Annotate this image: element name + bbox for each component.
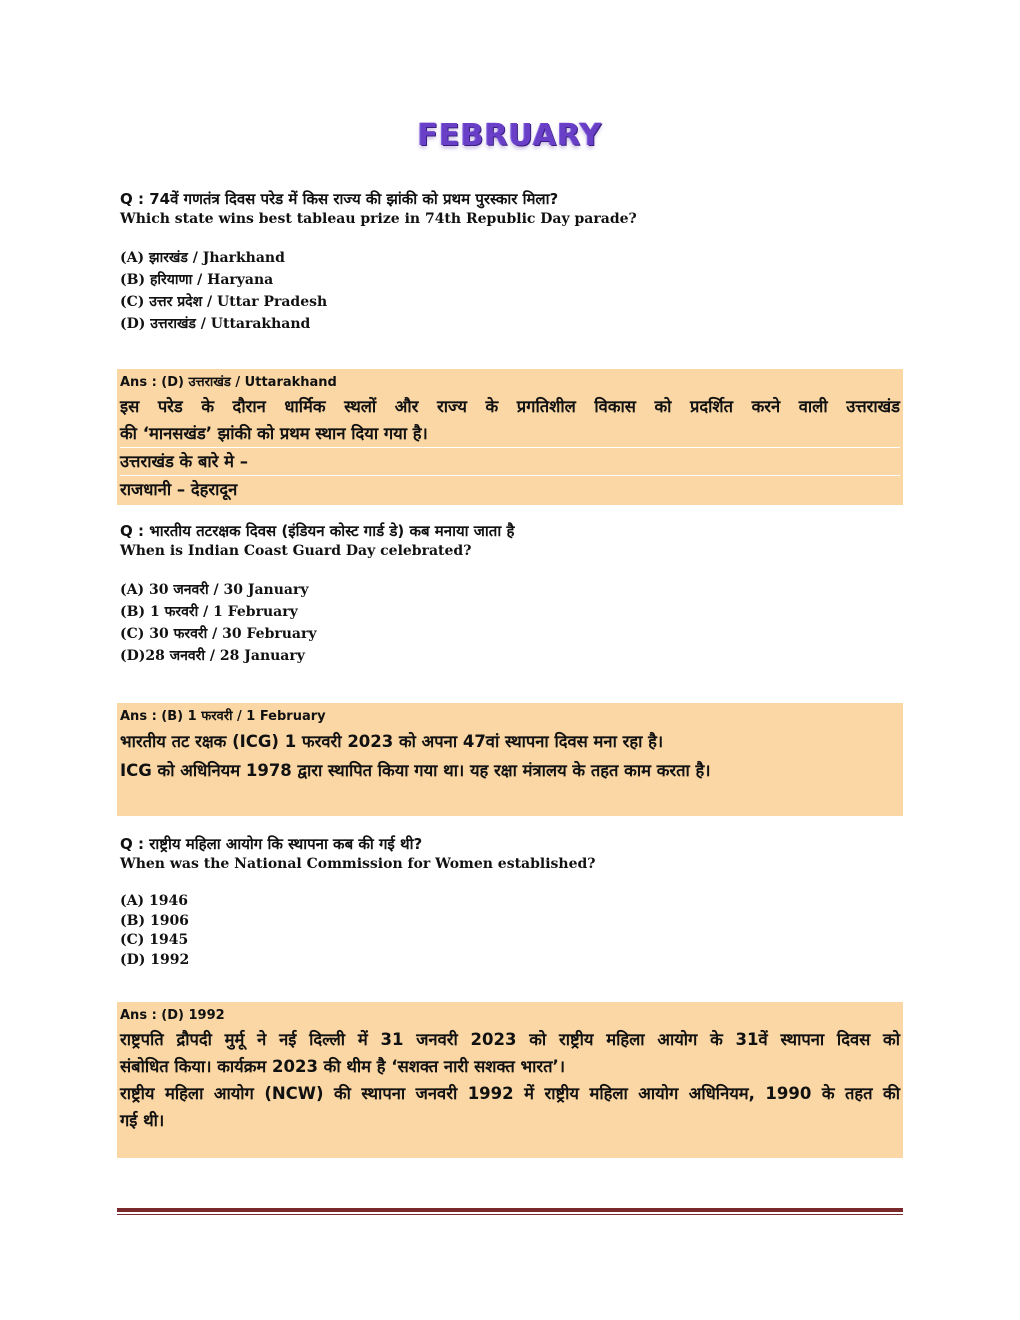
options-list	[120, 892, 902, 970]
question-hindi: Q : राष्ट्रीय महिला आयोग कि स्थापना कब की गई थी?	[120, 835, 423, 853]
answer-line: राजधानी – देहरादून	[120, 475, 900, 503]
footer-rule-thin	[117, 1214, 903, 1215]
options-list	[120, 579, 902, 667]
page-title: FEBRUARY	[417, 118, 603, 153]
answer-line: भारतीय तट रक्षक (ICG) 1 फरवरी 2023 को अपना 47वां स्थापना दिवस मना रहा है।	[120, 732, 664, 751]
answer-heading: Ans : (B) 1 फरवरी / 1 February	[120, 709, 326, 724]
option-d: (D) 1992	[120, 951, 190, 968]
option-a: (A) 30 जनवरी / 30 January	[120, 582, 309, 598]
answer-line: की ‘मानसखंड’ झांकी को प्रथम स्थान दिया गया है।	[120, 424, 428, 443]
answer-line: इस परेड के दौरान धार्मिक स्थलों और राज्य के प्रगतिशील विकास को प्रदर्शित करने वाली उत्तराखंड	[120, 397, 900, 416]
footer-rule	[117, 1208, 903, 1212]
option-b: (B) 1 फरवरी / 1 February	[120, 604, 298, 620]
answer-line: उत्तराखंड के बारे मे –	[120, 447, 900, 475]
answer-box-2	[117, 703, 903, 816]
answer-heading: Ans : (D) उत्तराखंड / Uttarakhand	[120, 375, 337, 390]
answer-line: राष्ट्रपति द्रौपदी मुर्मू ने नई दिल्ली में 31 जनवरी 2023 को राष्ट्रीय महिला आयोग के 31वें स्थापना दिवस को	[120, 1030, 900, 1049]
answer-line: राष्ट्रीय महिला आयोग (NCW) की स्थापना जनवरी 1992 में राष्ट्रीय महिला आयोग अधिनियम, 1990 के तहत की	[120, 1084, 900, 1103]
answer-box-1	[117, 369, 903, 505]
option-a: (A) झारखंड / Jharkhand	[120, 250, 285, 266]
question-english: When was the National Commission for Women established?	[120, 856, 596, 872]
question-english: Which state wins best tableau prize in 74th Republic Day parade?	[120, 211, 637, 227]
answer-line: संबोधित किया। कार्यक्रम 2023 की थीम है ‘सशक्त नारी सशक्त भारत’।	[120, 1057, 566, 1076]
answer-line: गई थी।	[120, 1111, 165, 1130]
question-2	[120, 520, 902, 667]
answer-heading: Ans : (D) 1992	[120, 1008, 225, 1023]
options-list	[120, 247, 902, 335]
question-hindi: Q : 74वें गणतंत्र दिवस परेड में किस राज्य की झांकी को प्रथम पुरस्कार मिला?	[120, 190, 559, 208]
option-d: (D)28 जनवरी / 28 January	[120, 648, 305, 664]
option-c: (C) 1945	[120, 932, 189, 948]
question-1	[120, 188, 902, 335]
answer-box-3	[117, 1002, 903, 1158]
option-b: (B) 1906	[120, 912, 189, 929]
option-a: (A) 1946	[120, 893, 188, 909]
option-d: (D) उत्तराखंड / Uttarakhand	[120, 316, 311, 332]
question-english: When is Indian Coast Guard Day celebrated?	[120, 543, 472, 559]
option-b: (B) हरियाणा / Haryana	[120, 272, 274, 288]
option-c: (C) उत्तर प्रदेश / Uttar Pradesh	[120, 294, 328, 310]
question-3	[120, 833, 902, 970]
option-c: (C) 30 फरवरी / 30 February	[120, 626, 317, 642]
question-hindi: Q : भारतीय तटरक्षक दिवस (इंडियन कोस्ट गार्ड डे) कब मनाया जाता है	[120, 522, 515, 540]
answer-line: ICG को अधिनियम 1978 द्वारा स्थापित किया गया था। यह रक्षा मंत्रालय के तहत काम करता है।	[120, 761, 711, 780]
